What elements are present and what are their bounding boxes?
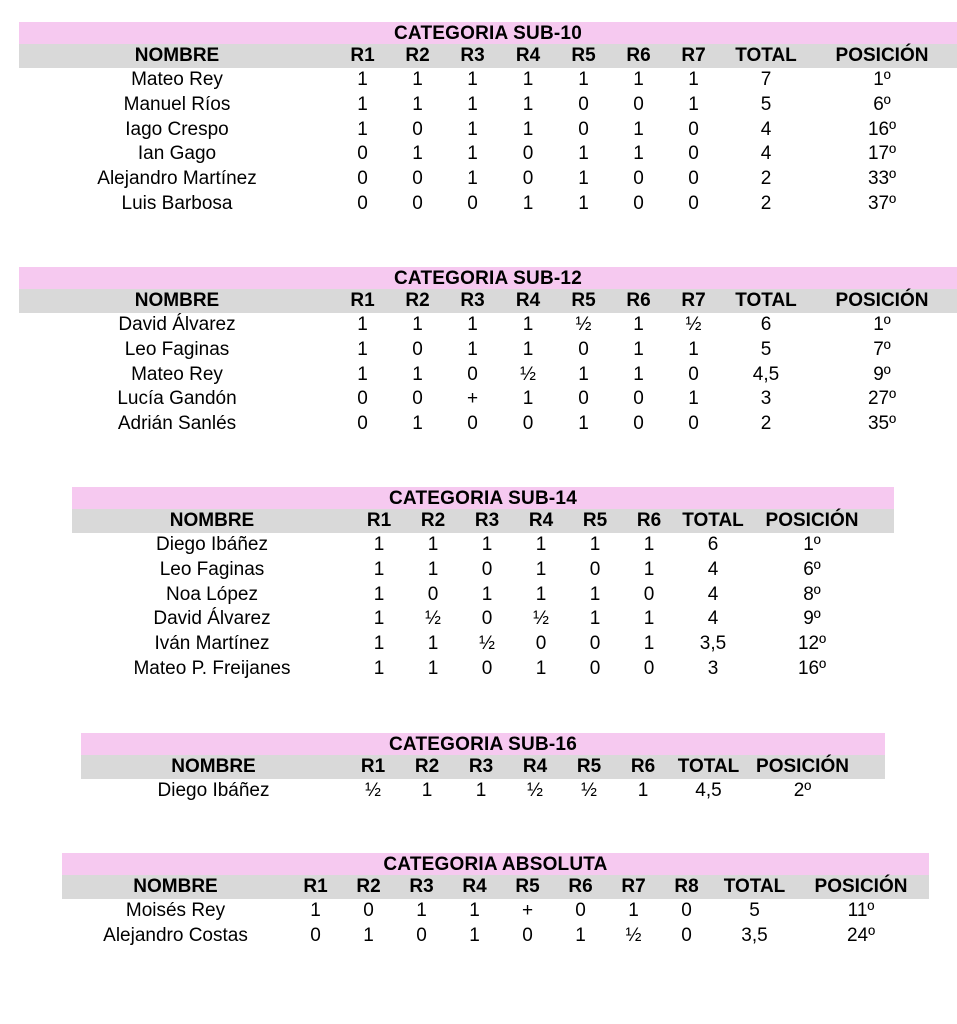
column-header: R6 [626, 45, 651, 66]
column-header: NOMBRE [169, 510, 255, 531]
round-result-cell: 1 [578, 143, 589, 165]
player-name: Manuel Ríos [123, 93, 231, 115]
round-result-cell: ½ [479, 633, 495, 655]
round-result-cell: 0 [578, 93, 589, 115]
player-name: Alejandro Costas [103, 924, 248, 946]
round-result-cell: 0 [357, 168, 368, 190]
position-cell: 12º [797, 633, 827, 655]
round-result-cell: 0 [467, 363, 478, 385]
round-result-cell: 1 [467, 93, 478, 115]
round-result-cell: 0 [412, 168, 423, 190]
table-row [72, 607, 894, 632]
column-header: R1 [303, 876, 328, 897]
column-header: R2 [356, 876, 381, 897]
round-result-cell: 1 [589, 583, 601, 605]
round-result-cell: 0 [412, 118, 423, 140]
round-result-cell: + [466, 388, 479, 410]
round-result-cell: 1 [643, 608, 655, 630]
round-result-cell: 1 [578, 413, 589, 435]
category-title: CATEGORIA SUB-16 [81, 733, 885, 755]
round-result-cell: 1 [535, 657, 547, 679]
round-result-cell: 1 [535, 558, 547, 580]
round-result-cell: 0 [412, 338, 423, 360]
position-cell: 16º [797, 657, 827, 679]
player-name: Alejandro Martínez [97, 168, 257, 190]
table-row [81, 779, 885, 804]
round-result-cell: 1 [416, 900, 427, 921]
total-cell: 2 [760, 192, 772, 214]
player-name: David Álvarez [153, 608, 271, 630]
position-cell: 37º [867, 192, 897, 214]
player-name: Mateo Rey [131, 363, 223, 385]
player-name: Mateo Rey [131, 69, 223, 90]
round-result-cell: ½ [625, 924, 642, 946]
column-header: R4 [528, 510, 554, 531]
round-result-cell: 1 [412, 363, 423, 385]
round-result-cell: 1 [628, 900, 639, 921]
column-header: R6 [636, 510, 662, 531]
table-row [19, 338, 957, 363]
round-result-cell: 1 [357, 363, 368, 385]
category-title: CATEGORIA SUB-12 [19, 267, 957, 289]
round-result-cell: 1 [578, 168, 589, 190]
table-row [72, 632, 894, 657]
header-row [62, 875, 929, 899]
round-result-cell: 0 [589, 657, 601, 679]
position-cell: 33º [867, 168, 897, 190]
round-result-cell: 0 [688, 168, 699, 190]
round-result-cell: ½ [581, 780, 597, 801]
header-row [19, 44, 957, 68]
player-name: David Álvarez [118, 314, 236, 335]
position-cell: 9º [873, 363, 891, 385]
round-result-cell: 1 [575, 924, 586, 946]
total-cell: 4,5 [695, 780, 722, 801]
round-result-cell: 1 [412, 69, 423, 90]
round-result-cell: 0 [578, 118, 589, 140]
header-row [81, 755, 885, 779]
category-title: CATEGORIA SUB-14 [72, 487, 894, 509]
round-result-cell: 1 [633, 363, 644, 385]
round-result-cell: 1 [427, 657, 439, 679]
round-result-cell: 1 [373, 633, 385, 655]
round-result-cell: 0 [633, 93, 644, 115]
table-row [19, 93, 957, 118]
round-result-cell: 1 [412, 143, 423, 165]
round-result-cell: 0 [688, 413, 699, 435]
column-header: R7 [621, 876, 646, 897]
round-result-cell: 1 [412, 413, 423, 435]
column-header: TOTAL [735, 45, 797, 66]
player-name: Luis Barbosa [121, 192, 233, 214]
round-result-cell: 1 [643, 558, 655, 580]
total-cell: 6 [707, 534, 719, 555]
table-row [72, 558, 894, 583]
round-result-cell: 0 [416, 924, 427, 946]
total-cell: 3,5 [699, 633, 727, 655]
round-result-cell: 1 [427, 558, 439, 580]
round-result-cell: 1 [633, 314, 644, 335]
round-result-cell: 0 [633, 388, 644, 410]
round-result-cell: 1 [412, 314, 423, 335]
category-table [81, 733, 885, 804]
total-cell: 3 [707, 657, 719, 679]
round-result-cell: 1 [467, 314, 478, 335]
round-result-cell: 0 [681, 900, 692, 921]
round-result-cell: 1 [373, 558, 385, 580]
player-name: Noa López [166, 583, 258, 605]
position-cell: 2º [793, 780, 812, 801]
round-result-cell: 1 [373, 583, 385, 605]
round-result-cell: 1 [578, 192, 589, 214]
round-result-cell: 1 [467, 143, 478, 165]
total-cell: 3,5 [741, 924, 768, 946]
position-cell: 35º [867, 413, 897, 435]
round-result-cell: 0 [688, 192, 699, 214]
column-header: R5 [571, 45, 596, 66]
round-result-cell: 1 [357, 69, 368, 90]
table-row [19, 363, 957, 388]
round-result-cell: ½ [685, 314, 702, 335]
total-cell: 4 [760, 143, 772, 165]
position-cell: 16º [867, 118, 897, 140]
player-name: Moisés Rey [125, 900, 226, 921]
round-result-cell: ½ [575, 314, 592, 335]
round-result-cell: 1 [481, 534, 493, 555]
column-header: NOMBRE [171, 756, 256, 777]
round-result-cell: 1 [427, 633, 439, 655]
column-header: R2 [405, 290, 430, 311]
column-header: POSICIÓN [835, 45, 929, 66]
round-result-cell: 1 [467, 69, 478, 90]
column-header: R2 [414, 756, 440, 777]
position-cell: 24º [846, 924, 876, 946]
round-result-cell: 1 [522, 69, 534, 90]
column-header: TOTAL [677, 756, 740, 777]
table-row [62, 924, 929, 949]
header-row [72, 509, 894, 533]
round-result-cell: 1 [643, 534, 655, 555]
round-result-cell: 1 [357, 93, 368, 115]
round-result-cell: 1 [373, 608, 385, 630]
round-result-cell: 1 [688, 338, 699, 360]
player-name: Ian Gago [137, 143, 217, 165]
round-result-cell: 1 [412, 93, 423, 115]
column-header: R6 [626, 290, 651, 311]
round-result-cell: 1 [633, 118, 644, 140]
round-result-cell: 0 [522, 143, 534, 165]
round-result-cell: ½ [365, 780, 381, 801]
position-cell: 11º [847, 900, 875, 921]
total-cell: 4,5 [752, 363, 780, 385]
round-result-cell: 1 [522, 118, 534, 140]
round-result-cell: 0 [633, 413, 644, 435]
round-result-cell: 1 [522, 338, 534, 360]
table-row [19, 118, 957, 143]
round-result-cell: 0 [535, 633, 547, 655]
category-title: CATEGORIA SUB-10 [19, 22, 957, 44]
position-cell: 17º [867, 143, 897, 165]
total-cell: 2 [760, 168, 772, 190]
player-name: Leo Faginas [124, 338, 230, 360]
column-header: R6 [568, 876, 593, 897]
column-header: TOTAL [682, 510, 744, 531]
round-result-cell: 1 [357, 338, 368, 360]
round-result-cell: 0 [412, 388, 423, 410]
table-row [62, 899, 929, 924]
position-cell: 8º [803, 583, 821, 605]
round-result-cell: 1 [469, 900, 480, 921]
round-result-cell: 1 [589, 534, 601, 555]
round-result-cell: 0 [589, 558, 601, 580]
column-header: R1 [350, 45, 375, 66]
player-name: Lucía Gandón [117, 388, 237, 410]
round-result-cell: 1 [310, 900, 321, 921]
round-result-cell: 1 [522, 192, 534, 214]
round-result-cell: 1 [535, 583, 547, 605]
round-result-cell: 0 [427, 583, 439, 605]
category-table [62, 853, 929, 949]
column-header: POSICIÓN [835, 290, 929, 311]
category-title: CATEGORIA ABSOLUTA [62, 853, 929, 875]
total-cell: 2 [760, 413, 772, 435]
round-result-cell: 0 [467, 413, 478, 435]
round-result-cell: 0 [481, 558, 493, 580]
round-result-cell: 1 [469, 924, 480, 946]
round-result-cell: ½ [520, 363, 536, 385]
player-name: Mateo P. Freijanes [133, 657, 291, 679]
table-row [19, 313, 957, 338]
position-cell: 1º [803, 534, 821, 555]
round-result-cell: 1 [421, 780, 433, 801]
round-result-cell: 1 [427, 534, 439, 555]
round-result-cell: 0 [522, 168, 534, 190]
table-row [19, 387, 957, 412]
round-result-cell: 0 [467, 192, 478, 214]
round-result-cell: 0 [481, 657, 493, 679]
column-header: R3 [474, 510, 500, 531]
table-row [19, 167, 957, 192]
column-header: POSICIÓN [765, 510, 859, 531]
position-cell: 6º [873, 93, 891, 115]
player-name: Leo Faginas [159, 558, 265, 580]
table-row [72, 533, 894, 558]
column-header: R4 [515, 45, 541, 66]
round-result-cell: 1 [633, 338, 644, 360]
round-result-cell: 0 [681, 924, 692, 946]
player-name: Diego Ibáñez [156, 534, 268, 555]
column-header: R3 [468, 756, 494, 777]
header-row [19, 289, 957, 313]
round-result-cell: 1 [688, 69, 699, 90]
column-header: POSICIÓN [814, 876, 908, 897]
total-cell: 3 [760, 388, 772, 410]
table-row [19, 412, 957, 437]
position-cell: 7º [873, 338, 891, 360]
column-header: R7 [681, 45, 706, 66]
round-result-cell: 1 [357, 314, 368, 335]
round-result-cell: 1 [633, 143, 644, 165]
total-cell: 4 [707, 583, 719, 605]
round-result-cell: 0 [357, 413, 368, 435]
round-result-cell: 0 [633, 192, 644, 214]
round-result-cell: 0 [412, 192, 423, 214]
category-table [72, 487, 894, 682]
column-header: POSICIÓN [756, 756, 849, 777]
round-result-cell: 0 [310, 924, 321, 946]
total-cell: 4 [760, 118, 772, 140]
column-header: R5 [515, 876, 540, 897]
column-header: R5 [571, 290, 596, 311]
round-result-cell: 1 [357, 118, 368, 140]
round-result-cell: 1 [467, 338, 478, 360]
round-result-cell: 1 [363, 924, 374, 946]
total-cell: 4 [707, 558, 719, 580]
column-header: R2 [405, 45, 430, 66]
table-row [19, 192, 957, 217]
category-table [19, 22, 957, 217]
round-result-cell: ½ [527, 780, 543, 801]
round-result-cell: 0 [688, 118, 699, 140]
position-cell: 9º [803, 608, 821, 630]
round-result-cell: 0 [522, 924, 533, 946]
round-result-cell: 1 [467, 118, 478, 140]
total-cell: 5 [760, 338, 772, 360]
round-result-cell: 1 [373, 534, 385, 555]
column-header: R8 [674, 876, 699, 897]
round-result-cell: 0 [357, 192, 368, 214]
round-result-cell: 0 [363, 900, 374, 921]
column-header: R2 [420, 510, 446, 531]
total-cell: 4 [707, 608, 719, 630]
column-header: R4 [515, 290, 541, 311]
round-result-cell: 1 [688, 93, 699, 115]
round-result-cell: 0 [633, 168, 644, 190]
round-result-cell: 0 [357, 388, 368, 410]
table-row [72, 583, 894, 608]
table-row [19, 142, 957, 167]
column-header: R1 [350, 290, 375, 311]
round-result-cell: 0 [589, 633, 601, 655]
category-table [19, 267, 957, 437]
round-result-cell: 1 [578, 69, 589, 90]
total-cell: 6 [760, 314, 772, 335]
round-result-cell: 0 [481, 608, 493, 630]
round-result-cell: 0 [578, 338, 589, 360]
column-header: NOMBRE [134, 45, 220, 66]
round-result-cell: 0 [522, 413, 534, 435]
round-result-cell: 1 [637, 780, 649, 801]
round-result-cell: + [521, 900, 534, 921]
position-cell: 1º [873, 314, 891, 335]
round-result-cell: 0 [578, 388, 589, 410]
round-result-cell: 1 [522, 93, 534, 115]
round-result-cell: 0 [575, 900, 586, 921]
round-result-cell: 1 [481, 583, 493, 605]
column-header: NOMBRE [134, 290, 220, 311]
column-header: R3 [409, 876, 434, 897]
column-header: NOMBRE [133, 876, 218, 897]
round-result-cell: 1 [589, 608, 601, 630]
round-result-cell: 1 [535, 534, 547, 555]
round-result-cell: 1 [688, 388, 699, 410]
column-header: R4 [462, 876, 487, 897]
round-result-cell: 1 [633, 69, 644, 90]
total-cell: 7 [760, 69, 772, 90]
round-result-cell: 1 [475, 780, 487, 801]
round-result-cell: 0 [688, 363, 699, 385]
column-header: R4 [522, 756, 548, 777]
round-result-cell: 1 [643, 633, 655, 655]
column-header: R6 [630, 756, 656, 777]
column-header: R5 [576, 756, 602, 777]
column-header: R3 [460, 45, 485, 66]
total-cell: 5 [760, 93, 772, 115]
round-result-cell: 0 [643, 583, 655, 605]
column-header: TOTAL [735, 290, 797, 311]
table-row [72, 657, 894, 682]
position-cell: 1º [873, 69, 891, 90]
player-name: Iván Martínez [154, 633, 270, 655]
round-result-cell: ½ [425, 608, 441, 630]
round-result-cell: 0 [357, 143, 368, 165]
position-cell: 6º [803, 558, 821, 580]
position-cell: 27º [867, 388, 897, 410]
player-name: Diego Ibáñez [157, 780, 270, 801]
table-row [19, 68, 957, 93]
player-name: Iago Crespo [125, 118, 229, 140]
round-result-cell: 1 [467, 168, 478, 190]
total-cell: 5 [749, 900, 760, 921]
column-header: TOTAL [723, 876, 786, 897]
round-result-cell: 1 [578, 363, 589, 385]
column-header: R7 [681, 290, 706, 311]
round-result-cell: 0 [643, 657, 655, 679]
round-result-cell: 1 [522, 314, 534, 335]
player-name: Adrián Sanlés [117, 413, 237, 435]
column-header: R1 [366, 510, 392, 531]
round-result-cell: 1 [522, 388, 534, 410]
round-result-cell: 0 [688, 143, 699, 165]
column-header: R5 [582, 510, 608, 531]
round-result-cell: ½ [533, 608, 549, 630]
column-header: R3 [460, 290, 485, 311]
round-result-cell: 1 [373, 657, 385, 679]
column-header: R1 [360, 756, 386, 777]
